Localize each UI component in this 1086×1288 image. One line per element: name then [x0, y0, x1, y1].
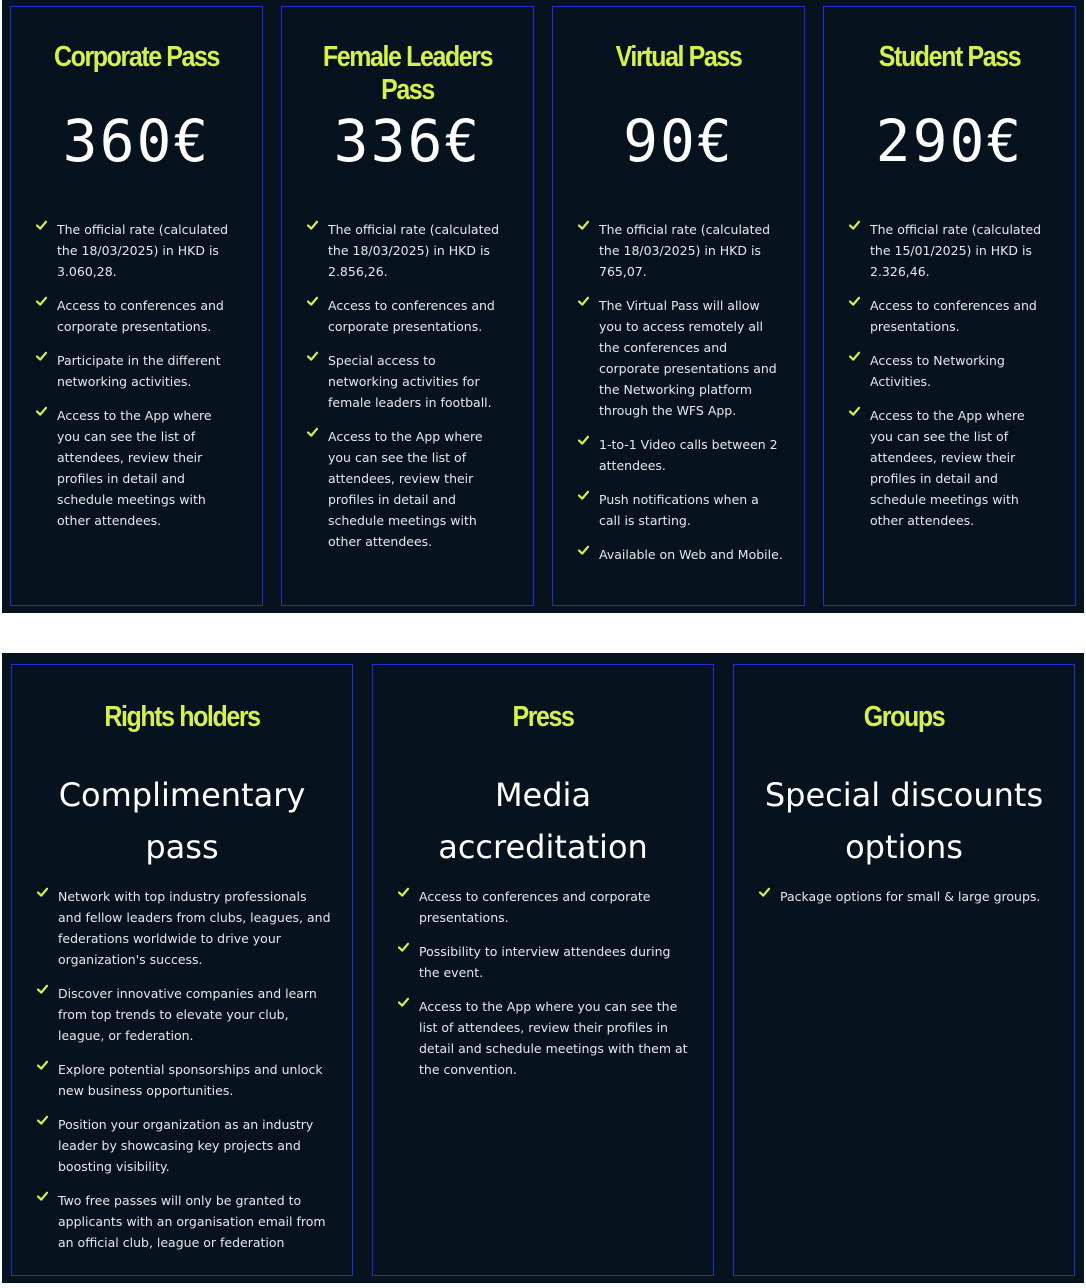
offer-title: Rights holders: [104, 701, 260, 733]
feature-text: Network with top industry professionals and fellow leaders from clubs, leagues, and federations worldwide to drive your organization's success.: [58, 889, 331, 967]
feature-item: [307, 426, 507, 552]
feature-list: [36, 219, 236, 544]
feature-list: [307, 219, 507, 565]
feature-item: [307, 350, 507, 413]
feature-item: [37, 1190, 332, 1253]
offer-headline: Complimentary pass: [58, 776, 306, 866]
feature-item: [578, 219, 784, 282]
feature-item: [578, 544, 784, 565]
feature-text: Package options for small & large groups.: [780, 889, 1041, 904]
feature-text: Explore potential sponsorships and unlock new business opportunities.: [58, 1062, 323, 1098]
check-icon: [398, 942, 409, 953]
pass-price: 90€: [623, 107, 734, 175]
feature-text: The Virtual Pass will allow you to access remotely all the conferences and corporate presentations and the Networking platform through the WFS App.: [599, 298, 777, 418]
offer-title: Press: [512, 701, 574, 733]
pass-title: Female Leaders Pass: [322, 41, 493, 106]
offer-headline: Special discounts options: [764, 776, 1044, 866]
feature-item: [849, 350, 1049, 392]
feature-text: Available on Web and Mobile.: [599, 547, 783, 562]
feature-text: Access to conferences and corporate presentations.: [419, 889, 651, 925]
check-icon: [307, 296, 318, 307]
check-icon: [37, 1060, 48, 1071]
pass-title: Student Pass: [878, 41, 1021, 73]
pass-price: 360€: [62, 107, 211, 175]
pass-price: 336€: [333, 107, 482, 175]
press-card: [372, 664, 714, 1276]
check-icon: [36, 406, 47, 417]
feature-item: [36, 219, 236, 282]
feature-text: The official rate (calculated the 18/03/2025) in HKD is 3.060,28.: [57, 222, 229, 279]
feature-item: [37, 1114, 332, 1177]
feature-text: The official rate (calculated the 15/01/2025) in HKD is 2.326,46.: [870, 222, 1042, 279]
feature-list: [759, 886, 1059, 920]
feature-text: Discover innovative companies and learn from top trends to elevate your club, league, or federation.: [58, 986, 317, 1043]
feature-item: [36, 405, 236, 531]
check-icon: [398, 997, 409, 1008]
check-icon: [849, 406, 860, 417]
feature-text: Access to conferences and presentations.: [870, 298, 1037, 334]
feature-item: [578, 434, 784, 476]
feature-item: [849, 405, 1049, 531]
check-icon: [36, 296, 47, 307]
special-offers-panel: [2, 653, 1084, 1283]
check-icon: [578, 545, 589, 556]
virtual-pass-card: [552, 6, 805, 606]
feature-list: [37, 886, 332, 1266]
feature-text: The official rate (calculated the 18/03/2025) in HKD is 2.856,26.: [328, 222, 500, 279]
check-icon: [307, 351, 318, 362]
rights-holders-card: [11, 664, 353, 1276]
student-pass-card: [823, 6, 1076, 606]
corporate-pass-card: [10, 6, 263, 606]
feature-text: Access to the App where you can see the list of attendees, review their profiles in detail and schedule meetings with other attendees.: [870, 408, 1025, 528]
feature-item: [849, 219, 1049, 282]
check-icon: [37, 1115, 48, 1126]
feature-item: [307, 295, 507, 337]
feature-item: [398, 996, 693, 1080]
feature-text: Access to Networking Activities.: [870, 353, 1005, 389]
check-icon: [578, 490, 589, 501]
check-icon: [36, 220, 47, 231]
check-icon: [578, 435, 589, 446]
check-icon: [37, 984, 48, 995]
feature-item: [849, 295, 1049, 337]
check-icon: [37, 1191, 48, 1202]
feature-list: [849, 219, 1049, 544]
feature-text: Push notifications when a call is starting.: [599, 492, 759, 528]
feature-text: Access to the App where you can see the list of attendees, review their profiles in detail and schedule meetings with other attendees.: [57, 408, 212, 528]
feature-item: [37, 983, 332, 1046]
feature-item: [36, 350, 236, 392]
check-icon: [849, 351, 860, 362]
pass-price: 290€: [875, 107, 1024, 175]
feature-text: Access to conferences and corporate presentations.: [328, 298, 495, 334]
feature-item: [759, 886, 1059, 907]
check-icon: [578, 296, 589, 307]
feature-item: [37, 1059, 332, 1101]
feature-item: [37, 886, 332, 970]
feature-text: The official rate (calculated the 18/03/2025) in HKD is 765,07.: [599, 222, 771, 279]
check-icon: [578, 220, 589, 231]
check-icon: [398, 887, 409, 898]
offer-title: Groups: [863, 701, 945, 733]
feature-item: [398, 941, 693, 983]
feature-list: [578, 219, 784, 578]
feature-text: Participate in the different networking activities.: [57, 353, 221, 389]
feature-item: [578, 489, 784, 531]
feature-text: Access to conferences and corporate presentations.: [57, 298, 224, 334]
feature-item: [36, 295, 236, 337]
feature-text: Possibility to interview attendees during the event.: [419, 944, 671, 980]
feature-text: Position your organization as an industry leader by showcasing key projects and boosting visibility.: [58, 1117, 314, 1174]
feature-item: [307, 219, 507, 282]
feature-list: [398, 886, 693, 1093]
pass-title: Virtual Pass: [615, 41, 742, 73]
pass-title: Corporate Pass: [53, 41, 220, 73]
female-leaders-pass-card: [281, 6, 534, 606]
feature-item: [398, 886, 693, 928]
check-icon: [849, 220, 860, 231]
feature-text: Access to the App where you can see the list of attendees, review their profiles in detail and schedule meetings with other attendees.: [328, 429, 483, 549]
groups-card: [733, 664, 1075, 1276]
check-icon: [307, 427, 318, 438]
feature-item: [578, 295, 784, 421]
feature-text: Two free passes will only be granted to applicants with an organisation email from an official club, league or federation: [58, 1193, 326, 1250]
feature-text: 1-to-1 Video calls between 2 attendees.: [599, 437, 778, 473]
offer-headline: Media accreditation: [438, 776, 648, 866]
check-icon: [36, 351, 47, 362]
check-icon: [37, 887, 48, 898]
check-icon: [759, 887, 770, 898]
feature-text: Access to the App where you can see the list of attendees, review their profiles in detail and schedule meetings with them at the convention.: [419, 999, 688, 1077]
feature-text: Special access to networking activities for female leaders in football.: [328, 353, 492, 410]
check-icon: [307, 220, 318, 231]
pass-pricing-panel: [2, 0, 1084, 613]
check-icon: [849, 296, 860, 307]
